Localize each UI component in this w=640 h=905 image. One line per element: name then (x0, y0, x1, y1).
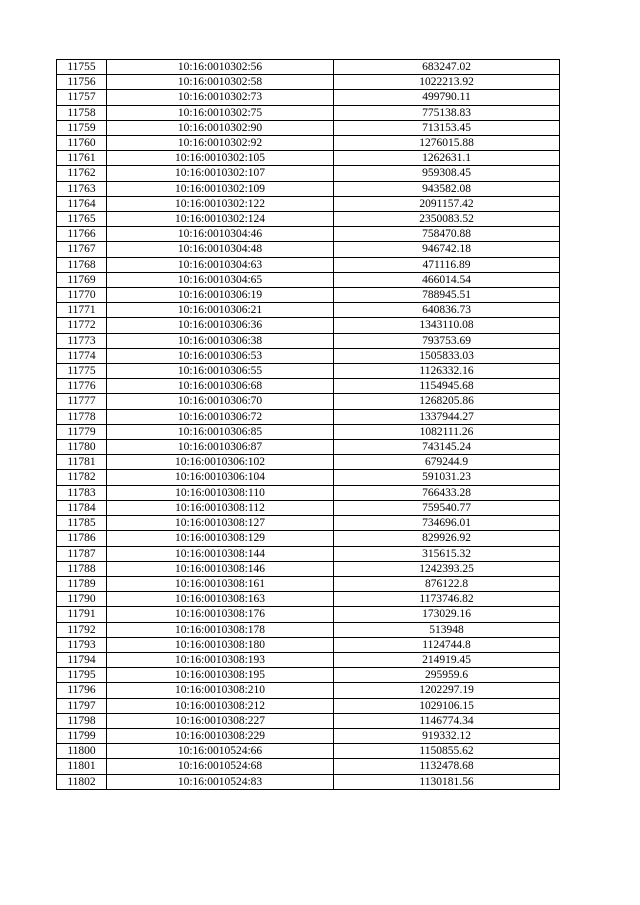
table-row (57, 455, 560, 470)
cadastral-number-cell: 10:16:0010302:73 (107, 90, 334, 105)
value-cell: 499790.11 (334, 90, 560, 105)
row-number-cell: 11760 (57, 136, 107, 151)
cadastral-number-cell: 10:16:0010308:163 (107, 592, 334, 607)
cadastral-number-cell: 10:16:0010308:195 (107, 668, 334, 683)
row-number-cell: 11793 (57, 637, 107, 652)
cadastral-number-cell: 10:16:0010304:63 (107, 257, 334, 272)
value-cell: 775138.83 (334, 105, 560, 120)
cadastral-number-cell: 10:16:0010306:55 (107, 364, 334, 379)
table-row (57, 546, 560, 561)
table-row (57, 379, 560, 394)
row-number-cell: 11797 (57, 698, 107, 713)
cadastral-number-cell: 10:16:0010302:92 (107, 136, 334, 151)
value-cell: 734696.01 (334, 516, 560, 531)
row-number-cell: 11786 (57, 531, 107, 546)
value-cell: 759540.77 (334, 500, 560, 515)
cadastral-number-cell: 10:16:0010308:193 (107, 652, 334, 667)
value-cell: 1150855.62 (334, 744, 560, 759)
value-cell: 743145.24 (334, 440, 560, 455)
row-number-cell: 11779 (57, 424, 107, 439)
table-row (57, 470, 560, 485)
value-cell: 876122.8 (334, 576, 560, 591)
row-number-cell: 11775 (57, 364, 107, 379)
row-number-cell: 11789 (57, 576, 107, 591)
cadastral-number-cell: 10:16:0010524:68 (107, 759, 334, 774)
table-row (57, 181, 560, 196)
cadastral-number-cell: 10:16:0010304:65 (107, 272, 334, 287)
value-cell: 788945.51 (334, 288, 560, 303)
table-row (57, 516, 560, 531)
table-row (57, 683, 560, 698)
value-cell: 683247.02 (334, 60, 560, 75)
value-cell: 2091157.42 (334, 196, 560, 211)
row-number-cell: 11771 (57, 303, 107, 318)
row-number-cell: 11758 (57, 105, 107, 120)
cadastral-number-cell: 10:16:0010308:212 (107, 698, 334, 713)
value-cell: 946742.18 (334, 242, 560, 257)
row-number-cell: 11761 (57, 151, 107, 166)
table-row (57, 485, 560, 500)
value-cell: 640836.73 (334, 303, 560, 318)
value-cell: 1202297.19 (334, 683, 560, 698)
value-cell: 829926.92 (334, 531, 560, 546)
table-row (57, 576, 560, 591)
row-number-cell: 11795 (57, 668, 107, 683)
cadastral-number-cell: 10:16:0010308:127 (107, 516, 334, 531)
row-number-cell: 11776 (57, 379, 107, 394)
cadastral-number-cell: 10:16:0010308:180 (107, 637, 334, 652)
cadastral-number-cell: 10:16:0010306:70 (107, 394, 334, 409)
table-row (57, 394, 560, 409)
row-number-cell: 11782 (57, 470, 107, 485)
value-cell: 1132478.68 (334, 759, 560, 774)
table-row (57, 257, 560, 272)
row-number-cell: 11774 (57, 348, 107, 363)
table-row (57, 272, 560, 287)
value-cell: 1130181.56 (334, 774, 560, 789)
row-number-cell: 11769 (57, 272, 107, 287)
row-number-cell: 11792 (57, 622, 107, 637)
value-cell: 1029106.15 (334, 698, 560, 713)
table-row (57, 348, 560, 363)
cadastral-number-cell: 10:16:0010306:53 (107, 348, 334, 363)
cadastral-number-cell: 10:16:0010308:176 (107, 607, 334, 622)
table-row (57, 227, 560, 242)
cadastral-number-cell: 10:16:0010302:105 (107, 151, 334, 166)
cadastral-number-cell: 10:16:0010302:124 (107, 212, 334, 227)
cadastral-number-cell: 10:16:0010304:46 (107, 227, 334, 242)
cadastral-number-cell: 10:16:0010308:146 (107, 561, 334, 576)
cadastral-number-cell: 10:16:0010308:112 (107, 500, 334, 515)
value-cell: 466014.54 (334, 272, 560, 287)
row-number-cell: 11778 (57, 409, 107, 424)
value-cell: 1154945.68 (334, 379, 560, 394)
cadastral-number-cell: 10:16:0010306:87 (107, 440, 334, 455)
cadastral-number-cell: 10:16:0010306:72 (107, 409, 334, 424)
table-row (57, 652, 560, 667)
table-row (57, 668, 560, 683)
table-row (57, 303, 560, 318)
value-cell: 919332.12 (334, 728, 560, 743)
table-row (57, 744, 560, 759)
value-cell: 315615.32 (334, 546, 560, 561)
table-row (57, 333, 560, 348)
value-cell: 1022213.92 (334, 75, 560, 90)
table-row (57, 288, 560, 303)
value-cell: 793753.69 (334, 333, 560, 348)
row-number-cell: 11798 (57, 713, 107, 728)
row-number-cell: 11800 (57, 744, 107, 759)
table-row (57, 592, 560, 607)
row-number-cell: 11787 (57, 546, 107, 561)
row-number-cell: 11783 (57, 485, 107, 500)
row-number-cell: 11777 (57, 394, 107, 409)
value-cell: 1126332.16 (334, 364, 560, 379)
row-number-cell: 11759 (57, 120, 107, 135)
row-number-cell: 11755 (57, 60, 107, 75)
row-number-cell: 11768 (57, 257, 107, 272)
value-cell: 1268205.86 (334, 394, 560, 409)
table-row (57, 409, 560, 424)
value-cell: 1242393.25 (334, 561, 560, 576)
table-row (57, 424, 560, 439)
value-cell: 591031.23 (334, 470, 560, 485)
table-row (57, 318, 560, 333)
row-number-cell: 11780 (57, 440, 107, 455)
value-cell: 758470.88 (334, 227, 560, 242)
table-row (57, 440, 560, 455)
value-cell: 679244.9 (334, 455, 560, 470)
value-cell: 1262631.1 (334, 151, 560, 166)
cadastral-number-cell: 10:16:0010308:129 (107, 531, 334, 546)
cadastral-number-cell: 10:16:0010306:68 (107, 379, 334, 394)
row-number-cell: 11801 (57, 759, 107, 774)
row-number-cell: 11788 (57, 561, 107, 576)
row-number-cell: 11794 (57, 652, 107, 667)
row-number-cell: 11790 (57, 592, 107, 607)
row-number-cell: 11764 (57, 196, 107, 211)
table-row (57, 120, 560, 135)
cadastral-number-cell: 10:16:0010306:21 (107, 303, 334, 318)
cadastral-number-cell: 10:16:0010308:161 (107, 576, 334, 591)
table-row (57, 136, 560, 151)
value-cell: 2350083.52 (334, 212, 560, 227)
row-number-cell: 11799 (57, 728, 107, 743)
value-cell: 1173746.82 (334, 592, 560, 607)
value-cell: 1124744.8 (334, 637, 560, 652)
value-cell: 943582.08 (334, 181, 560, 196)
row-number-cell: 11763 (57, 181, 107, 196)
cadastral-number-cell: 10:16:0010306:36 (107, 318, 334, 333)
value-cell: 471116.89 (334, 257, 560, 272)
cadastral-number-cell: 10:16:0010306:104 (107, 470, 334, 485)
table-row (57, 364, 560, 379)
value-cell: 214919.45 (334, 652, 560, 667)
table-row (57, 212, 560, 227)
table-row (57, 607, 560, 622)
table-row (57, 196, 560, 211)
value-cell: 1343110.08 (334, 318, 560, 333)
value-cell: 513948 (334, 622, 560, 637)
table-row (57, 713, 560, 728)
row-number-cell: 11773 (57, 333, 107, 348)
value-cell: 1505833.03 (334, 348, 560, 363)
row-number-cell: 11796 (57, 683, 107, 698)
table-row (57, 622, 560, 637)
table-row (57, 166, 560, 181)
row-number-cell: 11756 (57, 75, 107, 90)
row-number-cell: 11772 (57, 318, 107, 333)
value-cell: 1082111.26 (334, 424, 560, 439)
cadastral-number-cell: 10:16:0010308:229 (107, 728, 334, 743)
table-row (57, 500, 560, 515)
cadastral-number-cell: 10:16:0010308:144 (107, 546, 334, 561)
cadastral-number-cell: 10:16:0010302:109 (107, 181, 334, 196)
cadastral-number-cell: 10:16:0010524:66 (107, 744, 334, 759)
row-number-cell: 11791 (57, 607, 107, 622)
row-number-cell: 11757 (57, 90, 107, 105)
table-row (57, 561, 560, 576)
cadastral-number-cell: 10:16:0010306:85 (107, 424, 334, 439)
cadastral-number-cell: 10:16:0010302:122 (107, 196, 334, 211)
cadastral-value-table (56, 59, 560, 790)
cadastral-number-cell: 10:16:0010306:102 (107, 455, 334, 470)
value-cell: 1146774.34 (334, 713, 560, 728)
table-row (57, 90, 560, 105)
cadastral-number-cell: 10:16:0010302:107 (107, 166, 334, 181)
cadastral-number-cell: 10:16:0010308:210 (107, 683, 334, 698)
row-number-cell: 11802 (57, 774, 107, 789)
row-number-cell: 11762 (57, 166, 107, 181)
cadastral-number-cell: 10:16:0010302:90 (107, 120, 334, 135)
table-row (57, 774, 560, 789)
table-body (57, 60, 560, 790)
cadastral-number-cell: 10:16:0010302:75 (107, 105, 334, 120)
value-cell: 713153.45 (334, 120, 560, 135)
row-number-cell: 11785 (57, 516, 107, 531)
row-number-cell: 11767 (57, 242, 107, 257)
cadastral-number-cell: 10:16:0010304:48 (107, 242, 334, 257)
cadastral-number-cell: 10:16:0010308:227 (107, 713, 334, 728)
table-row (57, 75, 560, 90)
cadastral-number-cell: 10:16:0010306:38 (107, 333, 334, 348)
cadastral-number-cell: 10:16:0010308:110 (107, 485, 334, 500)
cadastral-number-cell: 10:16:0010302:58 (107, 75, 334, 90)
value-cell: 295959.6 (334, 668, 560, 683)
cadastral-number-cell: 10:16:0010302:56 (107, 60, 334, 75)
table-row (57, 728, 560, 743)
row-number-cell: 11781 (57, 455, 107, 470)
row-number-cell: 11766 (57, 227, 107, 242)
value-cell: 173029.16 (334, 607, 560, 622)
row-number-cell: 11770 (57, 288, 107, 303)
table-row (57, 637, 560, 652)
value-cell: 1276015.88 (334, 136, 560, 151)
table-row (57, 242, 560, 257)
value-cell: 1337944.27 (334, 409, 560, 424)
table-row (57, 759, 560, 774)
cadastral-number-cell: 10:16:0010306:19 (107, 288, 334, 303)
table-row (57, 105, 560, 120)
cadastral-number-cell: 10:16:0010308:178 (107, 622, 334, 637)
value-cell: 766433.28 (334, 485, 560, 500)
table-row (57, 698, 560, 713)
cadastral-number-cell: 10:16:0010524:83 (107, 774, 334, 789)
table-row (57, 531, 560, 546)
row-number-cell: 11765 (57, 212, 107, 227)
row-number-cell: 11784 (57, 500, 107, 515)
value-cell: 959308.45 (334, 166, 560, 181)
table-row (57, 151, 560, 166)
table-row (57, 60, 560, 75)
